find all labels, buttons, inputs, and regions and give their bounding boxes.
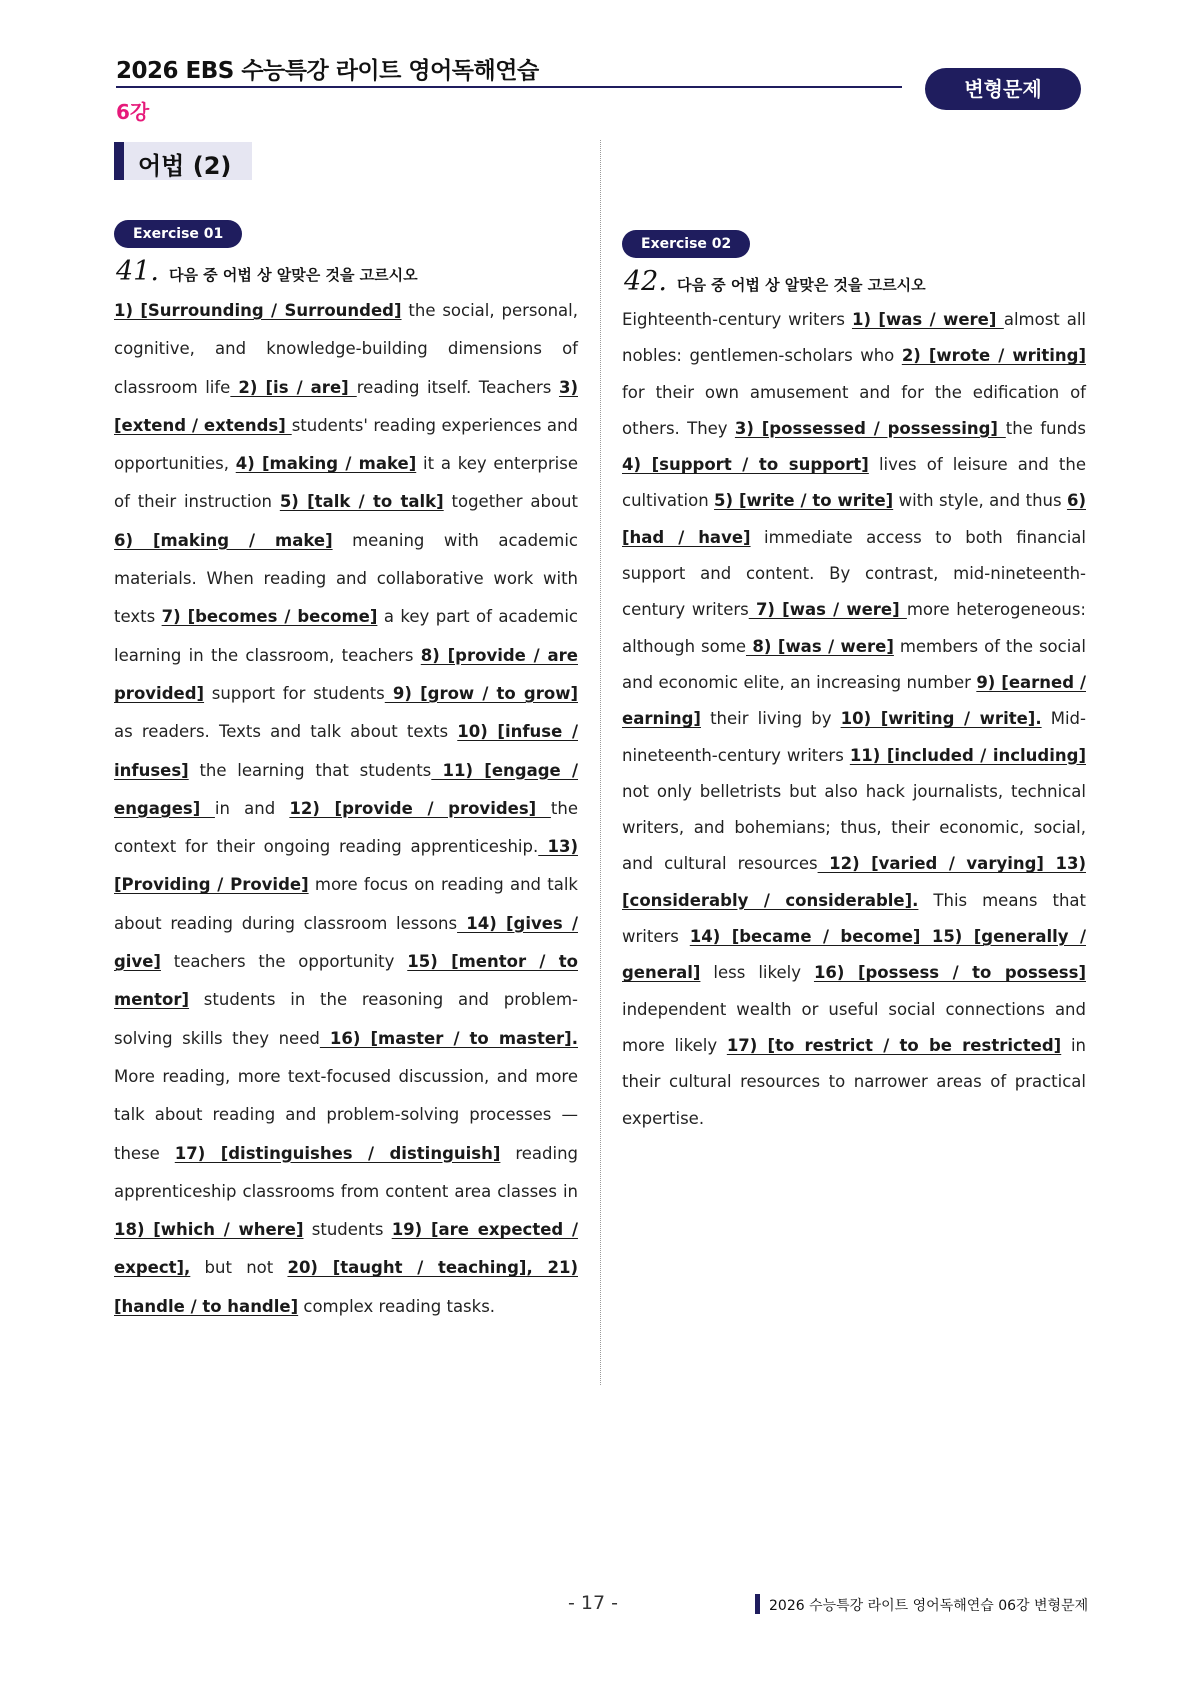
passage-text: less likely: [700, 963, 814, 983]
answer-choice: 8) [provide / are provided]: [114, 645, 578, 703]
passage-text: in their cultural resources to narrower areas of practical expertise.: [622, 1035, 1086, 1128]
answer-choice: 6) [making / make]: [114, 530, 333, 550]
passage-text: more heterogeneous: although some: [622, 600, 1086, 656]
question-41-heading: [116, 256, 418, 287]
answer-choice: 7) [becomes / become]: [161, 607, 378, 627]
answer-choice: 4) [support / to support]: [622, 455, 869, 475]
answer-choice: 16) [possess / to possess]: [813, 963, 1086, 983]
answer-choice: 5) [talk / to talk]: [279, 492, 444, 512]
passage-text: lives of leisure and the cultivation: [622, 455, 1086, 511]
footer-text: 2026 수능특강 라이트 영어독해연습 06강 변형문제: [769, 1598, 1089, 1614]
passage-text: reading apprenticeship classrooms from content area classes in: [114, 1143, 579, 1201]
answer-choice: 14) [gives / give]: [114, 913, 578, 972]
answer-choice: 10) [infuse / infuses]: [114, 722, 578, 780]
answer-choice: 4) [making / make]: [235, 454, 417, 474]
answer-choice: 17) [to restrict / to be restricted]: [726, 1035, 1062, 1055]
passage-text: More reading, more text-focused discussion, and more talk about reading and problem-solving processes — these: [114, 1066, 578, 1163]
passage-text: it a key enterprise of their instruction: [114, 454, 578, 512]
passage-text: their living by: [700, 709, 841, 729]
answer-choice: 16) [master / to master].: [319, 1028, 578, 1048]
question-number: 42.: [624, 266, 667, 297]
footer-bar: [755, 1594, 760, 1614]
answer-choice: 19) [are expected / expect],: [114, 1220, 578, 1278]
answer-choice: 15) [mentor / to mentor]: [114, 952, 578, 1010]
answer-choice: 20) [taught / teaching], 21) [handle / to handle]: [114, 1258, 578, 1316]
header-divider: [116, 86, 902, 88]
passage-text: as readers. Texts and talk about texts: [114, 722, 458, 742]
passage-text: not only belletrists but also hack journalists, technical writers, and bohemians; thus, their economic, social, and cultural resources: [622, 781, 1086, 874]
answer-choice: 11) [included / including]: [849, 745, 1086, 765]
passage-text: teachers the opportunity: [160, 952, 408, 972]
passage-text: with style, and thus: [893, 491, 1067, 511]
passage-text: Eighteenth-century writers: [622, 310, 852, 329]
variant-badge: 변형문제: [925, 68, 1081, 110]
answer-choice: 1) [was / were]: [851, 310, 1004, 329]
answer-choice: 7) [was / were]: [748, 600, 907, 620]
answer-choice: 17) [distinguishes / distinguish]: [174, 1143, 501, 1163]
passage-text: more focus on reading and talk about reading during classroom lessons: [114, 875, 578, 933]
answer-choice: 9) [earned / earning]: [622, 672, 1086, 729]
answer-choice: 9) [grow / to grow]: [384, 683, 578, 703]
section-heading: [114, 142, 252, 180]
answer-choice: 8) [was / were]: [745, 636, 894, 656]
exercise-01-passage: [114, 292, 578, 1326]
passage-text: students: [303, 1220, 392, 1240]
answer-choice: 6) [had / have]: [622, 491, 1086, 547]
passage-text: Mid-nineteenth-century writers: [622, 709, 1086, 765]
passage-text: the context for their ongoing reading apprenticeship.: [114, 798, 578, 857]
answer-choice: 13) [Providing / Provide]: [114, 837, 578, 895]
question-number: 41.: [116, 256, 159, 287]
passage-text: together about: [443, 492, 578, 512]
exercise-02-pill: Exercise 02: [622, 230, 750, 258]
passage-text: the social, personal, cognitive, and knowledge-building dimensions of classroom life: [114, 301, 578, 397]
column-divider: [600, 140, 601, 1385]
passage-text: immediate access to both financial support and content. By contrast, mid-nineteenth-century writers: [622, 527, 1086, 620]
passage-text: students' reading experiences and opportunities,: [114, 415, 578, 474]
answer-choice: 3) [possessed / possessing]: [734, 418, 1006, 438]
passage-text: in and: [214, 798, 290, 818]
answer-choice: 1) [Surrounding / Surrounded]: [114, 301, 402, 320]
question-instruction: 다음 중 어법 상 알맞은 것을 고르시오: [676, 276, 926, 294]
header-title: 2026 EBS 수능특강 라이트 영어독해연습: [116, 58, 539, 84]
exercise-01-pill: Exercise 01: [114, 220, 242, 248]
passage-text: complex reading tasks.: [298, 1296, 496, 1316]
answer-choice: 3) [extend / extends]: [114, 377, 578, 435]
passage-text: support for students: [204, 683, 385, 703]
passage-text: a key part of academic learning in the classroom, teachers: [114, 607, 579, 665]
passage-text: almost all nobles: gentlemen-scholars who: [622, 310, 1086, 366]
passage-text: members of the social and economic elite, an increasing number: [622, 636, 1086, 692]
passage-text: the learning that students: [188, 760, 432, 780]
footer: [755, 1594, 1088, 1615]
passage-text: meaning with academic materials. When reading and collaborative work with texts: [114, 530, 578, 627]
section-heading-bar: [114, 142, 124, 180]
answer-choice: 11) [engage / engages]: [114, 760, 578, 818]
passage-text: for their own amusement and for the edification of others. They: [622, 382, 1086, 438]
lesson-label: 6강: [116, 100, 150, 124]
passage-text: students in the reasoning and problem-solving skills they need: [114, 990, 578, 1048]
question-instruction: 다음 중 어법 상 알맞은 것을 고르시오: [168, 266, 418, 284]
exercise-02-passage: [622, 302, 1086, 1137]
page-number: - 17 -: [568, 1592, 618, 1614]
passage-text: reading itself. Teachers: [356, 377, 559, 397]
passage-text: the funds: [1005, 418, 1086, 438]
answer-choice: 2) [is / are]: [230, 377, 357, 397]
answer-choice: 10) [writing / write].: [840, 709, 1042, 729]
answer-choice: 12) [varied / varying] 13) [considerably / considerable].: [622, 854, 1086, 910]
answer-choice: 5) [write / to write]: [714, 491, 894, 511]
question-42-heading: [624, 266, 926, 297]
answer-choice: 14) [became / become] 15) [generally / general]: [622, 927, 1086, 983]
answer-choice: 18) [which / where]: [114, 1220, 304, 1240]
passage-text: independent wealth or useful social connections and more likely: [622, 999, 1086, 1055]
section-title: 어법 (2): [138, 152, 232, 180]
passage-text: This means that writers: [622, 890, 1086, 947]
answer-choice: 12) [provide / provides]: [289, 798, 551, 818]
answer-choice: 2) [wrote / writing]: [901, 346, 1086, 366]
passage-text: but not: [190, 1258, 288, 1278]
